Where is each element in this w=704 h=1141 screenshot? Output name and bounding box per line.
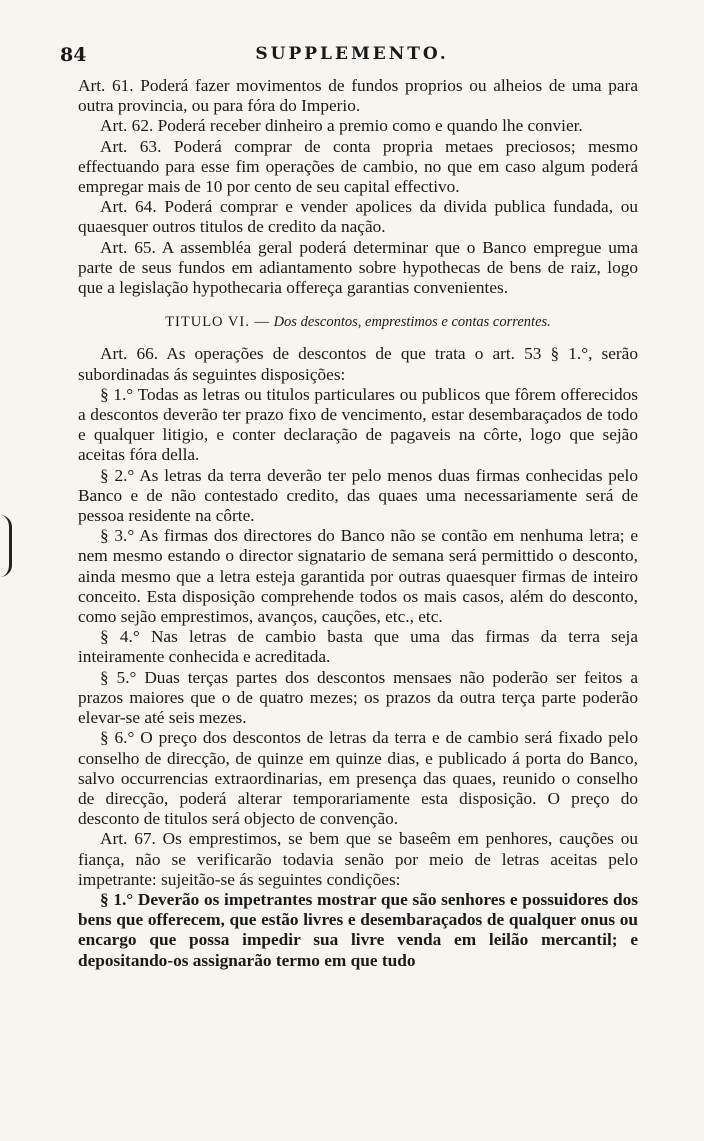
paragraph-art-63: Art. 63. Poderá comprar de conta propria metaes preciosos; mesmo effectuando para esse fim operações de cambio, no que em caso algum poderá empregar mais de 10 por cento de seu capital effectivo.: [78, 136, 638, 197]
page-edge-mark: [0, 515, 12, 577]
paragraph-art-67: Art. 67. Os emprestimos, se bem que se baseêm em penhores, cauções ou fiança, não se verificarão todavia senão por meio de letras aceitas pelo impetrante: sujeitão-se ás seguintes condições:: [78, 829, 638, 889]
paragraph-art-66-s5: § 5.° Duas terças partes dos descontos mensaes não poderão ser feitos a prazos maiores que o de quatro mezes; os prazos da outra terça parte poderão elevar-se até seis mezes.: [78, 667, 638, 728]
paragraph-art-61: Art. 61. Poderá fazer movimentos de fundos proprios ou alheios de uma para outra provincia, ou para fóra do Imperio.: [78, 76, 638, 116]
paragraph-art-66-s1: § 1.° Todas as letras ou titulos particulares ou publicos que fôrem offerecidos a descontos deverão ter prazo fixo de vencimento, estar desembaraçados de todo e qualquer litigio, e conter declaração de pagaveis na côrte, logo que sejão aceitas fóra della.: [78, 384, 638, 465]
paragraph-art-66: Art. 66. As operações de descontos de que trata o art. 53 § 1.°, serão subordinadas ás seguintes disposições:: [78, 344, 638, 384]
section-title-subject: Dos descontos, emprestimos e contas correntes.: [273, 314, 551, 331]
paragraph-art-66-s6: § 6.° O preço dos descontos de letras da terra e de cambio será fixado pelo conselho de direcção, de quinze em quinze dias, e publicado á porta do Banco, salvo occurrencias extraordinarias, em presença das quaes, reunido o conselho de direcção, poderá alterar temporariamente esta disposição. O preço do desconto de titulos será objecto de convenção.: [78, 728, 638, 829]
paragraph-art-66-s4: § 4.° Nas letras de cambio basta que uma das firmas da terra seja inteiramente conhecida e acreditada.: [78, 627, 638, 667]
paragraph-art-67-s1: § 1.° Deverão os impetrantes mostrar que são senhores e possuidores dos bens que offerecem, que estão livres e desembaraçados de qualquer onus ou encargo que possa impedir sua livre venda em leilão mercantil; e depositando-os assignarão termo em que tudo: [78, 889, 638, 970]
paragraph-art-66-s2: § 2.° As letras da terra deverão ter pelo menos duas firmas conhecidas pelo Banco e de não contestado credito, das quaes uma necessariamente será de pessoa residente na côrte.: [78, 465, 638, 526]
page-number: 84: [60, 44, 87, 66]
section-title: [78, 312, 638, 332]
paragraph-art-64: Art. 64. Poderá comprar e vender apolices da divida publica fundada, ou quaesquer outros titulos de credito da nação.: [78, 197, 638, 237]
body-text: [78, 76, 638, 971]
running-head: SUPPLEMENTO.: [255, 44, 449, 64]
section-title-label: TITULO VI. —: [165, 314, 270, 331]
paragraph-art-62: Art. 62. Poderá receber dinheiro a premio como e quando lhe convier.: [100, 116, 583, 136]
paragraph-art-65: Art. 65. A assembléa geral poderá determinar que o Banco empregue uma parte de seus fundos em adiantamento sobre hypothecas de bens de raiz, logo que a legislação hypothecaria offereça garantias convenientes.: [78, 237, 638, 298]
paragraph-art-66-s3: § 3.° As firmas dos directores do Banco não se contão em nenhuma letra; e nem mesmo estando o director signatario de semana será permittido o desconto, ainda mesmo que a letra esteja garantida por outras quaesquer firmas de inteiro conceito. Esta disposição comprehende todos os mais casos, além do desconto, como sejão emprestimos, avanços, cauções, etc., etc.: [78, 526, 638, 627]
page-header: [60, 44, 644, 74]
